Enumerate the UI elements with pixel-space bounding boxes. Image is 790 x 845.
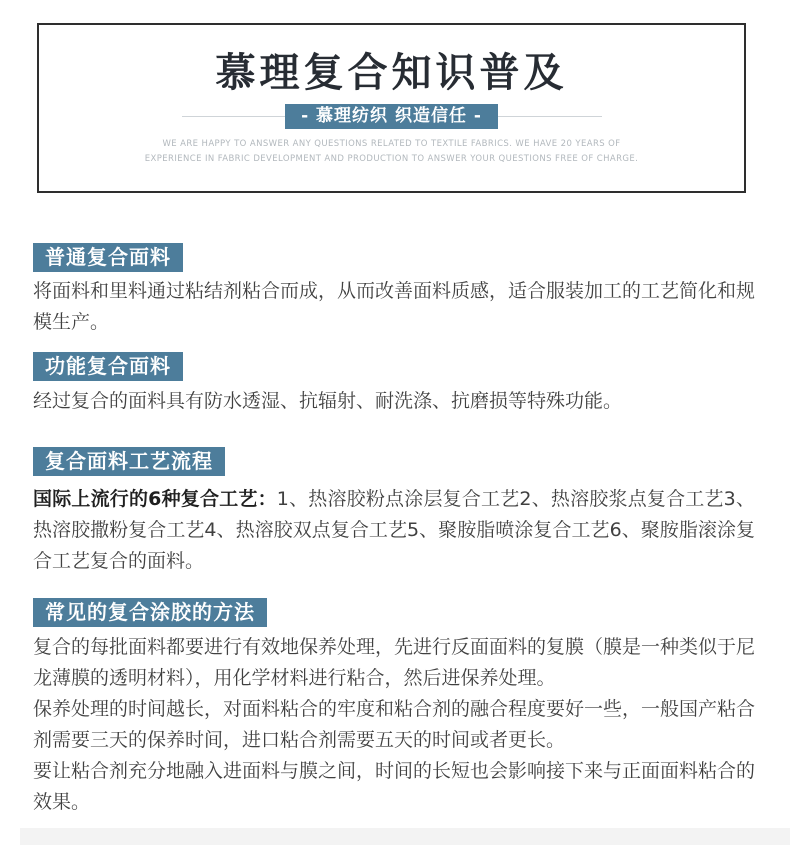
paragraph: 要让粘合剂充分地融入进面料与膜之间，时间的长短也会影响接下来与正面面料粘合的效果。	[33, 760, 756, 813]
paragraph: 复合的每批面料都要进行有效地保养处理，先进行反面面料的复膜（膜是一种类似于尼龙薄膜的透明材料），用化学材料进行粘合，然后进保养处理。	[33, 636, 756, 689]
paragraph: 经过复合的面料具有防水透湿、抗辐射、耐洗涤、抗磨损等特殊功能。	[33, 390, 623, 412]
paragraph: 将面料和里料通过粘结剂粘合而成，从而改善面料质感，适合服装加工的工艺简化和规模生产。	[33, 280, 756, 333]
section-heading-ordinary-composite-fabric: 普通复合面料	[33, 243, 183, 272]
section-heading-process-flow: 复合面料工艺流程	[33, 447, 225, 476]
section-body-process-flow	[33, 484, 755, 577]
paragraph-bold-lead: 国际上流行的6种复合工艺：	[33, 488, 277, 510]
section-heading-gluing-methods: 常见的复合涂胶的方法	[33, 598, 267, 627]
section-body-ordinary-composite-fabric	[33, 276, 755, 338]
section-heading-functional-composite-fabric: 功能复合面料	[33, 352, 183, 381]
section-body-functional-composite-fabric	[33, 386, 755, 417]
brand-slogan-badge: - 慕理纺织 织造信任 -	[285, 104, 498, 129]
tagline-line-2: EXPERIENCE IN FABRIC DEVELOPMENT AND PRODUCTION TO ANSWER YOUR QUESTIONS FREE OF CHARGE.	[144, 154, 639, 164]
hero-divider-row	[39, 104, 744, 129]
paragraph: 保养处理的时间越长，对面料粘合的牢度和粘合剂的融合程度要好一些，一般国产粘合剂需要三天的保养时间，进口粘合剂需要五天的时间或者更长。	[33, 698, 756, 751]
section-body-gluing-methods	[33, 632, 755, 818]
paragraph	[33, 484, 755, 577]
page-title: 慕理复合知识普及	[215, 49, 568, 96]
hero-box	[37, 23, 746, 193]
tagline-line-1: WE ARE HAPPY TO ANSWER ANY QUESTIONS RELATED TO TEXTILE FABRICS. WE HAVE 20 YEARS OF	[162, 139, 621, 149]
paragraph-rest: 1、热溶胶粉点涂层复合工艺2、热溶胶浆点复合工艺3、热溶胶撒粉复合工艺4、热溶胶双点复合工艺5、聚胺脂喷涂复合工艺6、聚胺脂滚涂复合工艺复合的面料。	[33, 488, 755, 572]
bottom-band	[20, 828, 790, 845]
